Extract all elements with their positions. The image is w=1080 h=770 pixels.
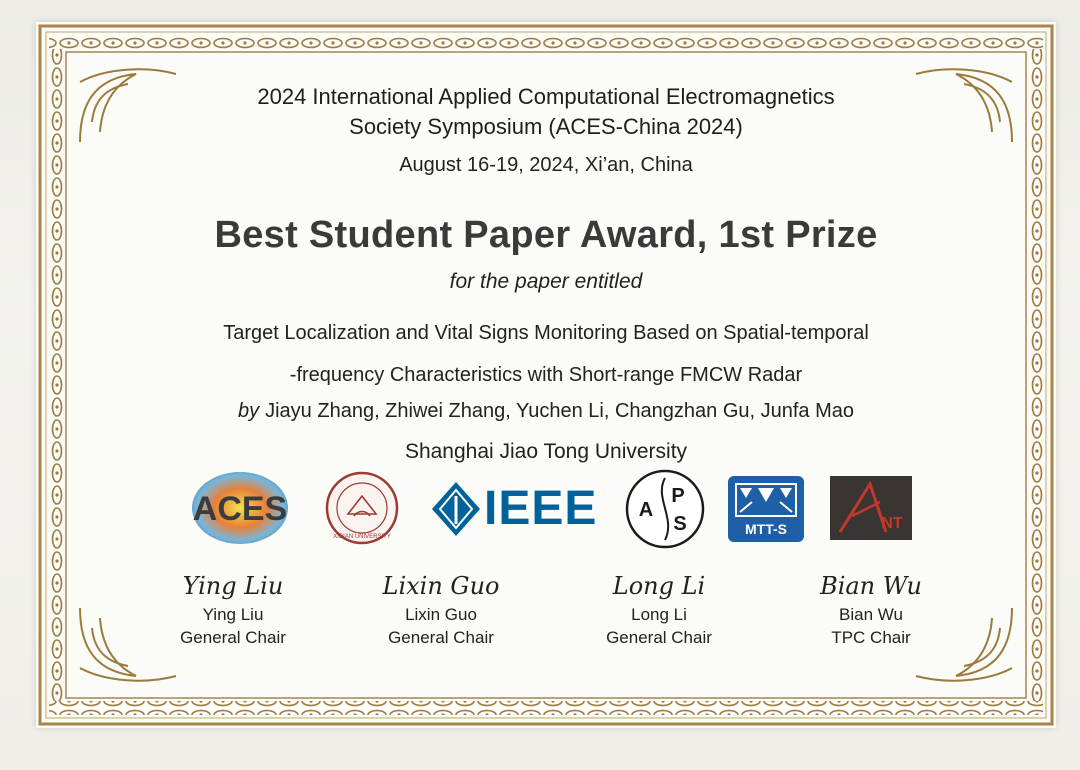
svg-text:XIDIAN UNIVERSITY: XIDIAN UNIVERSITY [333,534,391,540]
university: Shanghai Jiao Tong University [404,440,688,463]
ieee-logo [430,480,606,538]
award-title: Best Student Paper Award, 1st Prize [214,214,878,256]
svg-text:NT: NT [881,515,903,532]
paper-title-line1: Target Localization and Vital Signs Monitoring Based on Spatial-temporal [223,322,869,344]
conference-title-line2: Society Symposium (ACES-China 2024) [349,114,743,139]
conference-title-line1: 2024 International Applied Computational Electromagnetics [257,84,835,109]
svg-text:P: P [671,485,685,507]
paper-title-line2: -frequency Characteristics with Short-range FMCW Radar [289,364,803,386]
signature-block-2 [356,568,526,650]
signature-3: Long Li [612,572,706,600]
signatory-role-1: General Chair [180,628,286,647]
xidian-university-seal [324,470,400,546]
ieee-wordmark: IEEE [484,482,598,535]
signatory-name-2: Lixin Guo [405,605,477,624]
svg-text:MTT-S: MTT-S [745,521,787,537]
aces-logo [182,468,298,548]
signature-block-1 [148,568,318,650]
mtt-s-logo [726,474,806,544]
aps-logo [624,468,706,550]
ant-logo [830,476,912,540]
paper-title [36,312,1056,396]
signature-2: Lixin Guo [382,572,500,600]
authors-line [36,400,1056,423]
signatory-name-3: Long Li [631,605,687,624]
certificate [36,22,1056,728]
signatory-role-4: TPC Chair [831,628,911,647]
signatory-name-4: Bian Wu [839,605,903,624]
signature-1: Ying Liu [182,572,284,600]
signature-block-4 [786,568,956,650]
svg-text:S: S [673,513,687,535]
signature-block-3 [574,568,744,650]
signatory-name-1: Ying Liu [202,605,264,624]
authors: Jiayu Zhang, Zhiwei Zhang, Yuchen Li, Changzhan Gu, Junfa Mao [265,400,854,422]
svg-text:A: A [638,499,654,521]
for-paper-text: for the paper entitled [449,270,643,293]
signature-4: Bian Wu [820,572,922,600]
signatory-role-3: General Chair [606,628,712,647]
conference-title [36,82,1056,142]
signatory-role-2: General Chair [388,628,494,647]
ieee-kite-icon [430,480,482,538]
svg-text:ACES: ACES [192,490,288,528]
by-word: by [237,400,260,422]
date-location: August 16-19, 2024, Xi’an, China [399,154,693,176]
